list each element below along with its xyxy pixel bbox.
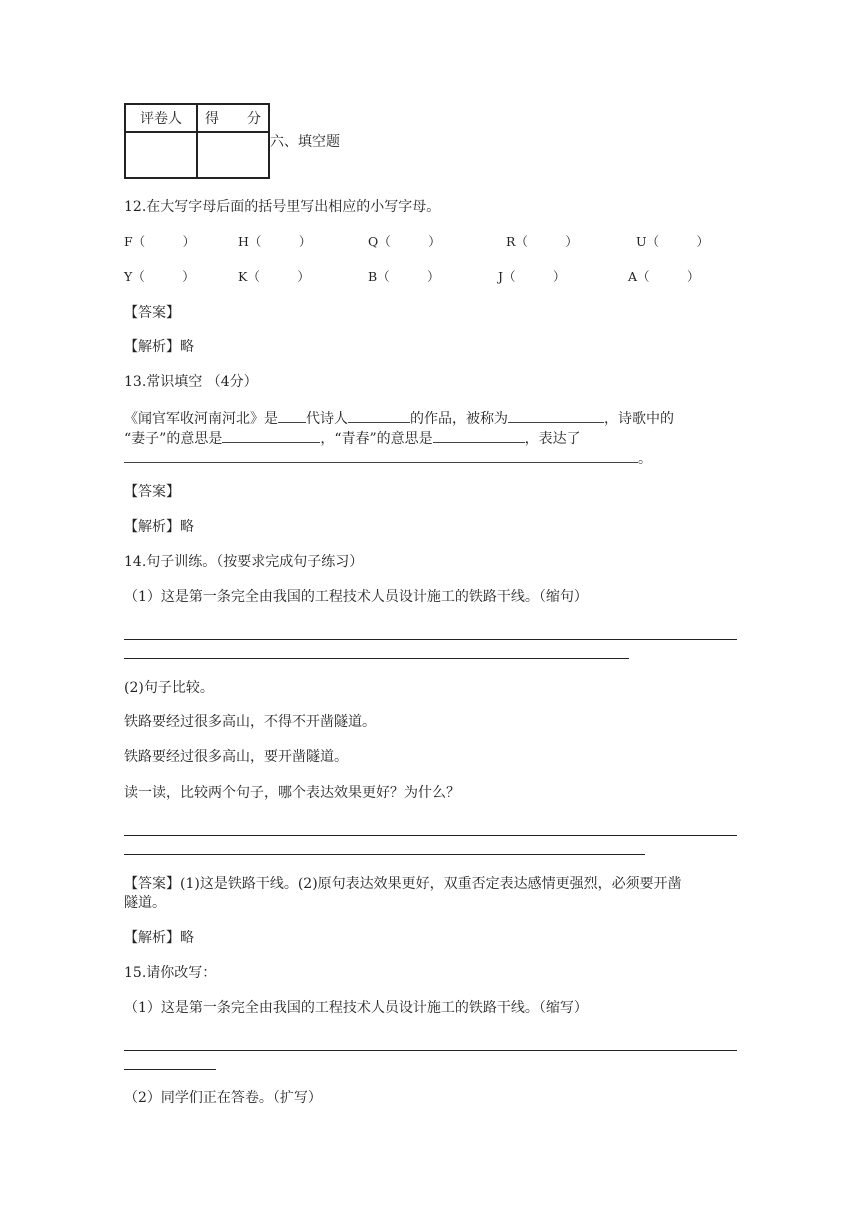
grader-cell bbox=[125, 132, 197, 178]
q12-item-a: A（ ） bbox=[628, 269, 700, 284]
q14-answer-line2: 隧道。 bbox=[124, 895, 166, 911]
answer-line[interactable] bbox=[124, 639, 737, 640]
q13-text: 。 bbox=[638, 451, 652, 467]
section-title: 六、填空题 bbox=[270, 134, 340, 150]
q15-stem: 15.请你改写： bbox=[124, 965, 217, 981]
q12-answer: 【答案】 bbox=[124, 305, 180, 321]
q12-item-y: Y（ ） bbox=[124, 269, 195, 284]
q12-item-u: U（ ） bbox=[636, 234, 710, 249]
q12-item-b: B（ ） bbox=[368, 269, 440, 284]
q14-sentence-b: 铁路要经过很多高山，要开凿隧道。 bbox=[124, 749, 348, 765]
q14-analysis: 【解析】略 bbox=[124, 930, 194, 946]
q13-text: “妻子”的意思是 bbox=[124, 431, 223, 447]
q14-sentence-a: 铁路要经过很多高山，不得不开凿隧道。 bbox=[124, 714, 376, 730]
q13-text: ，“青春”的意思是 bbox=[320, 431, 433, 447]
q14-sub1: （1）这是第一条完全由我国的工程技术人员设计施工的铁路干线。（缩句） bbox=[124, 589, 588, 605]
q13-text: 《闻官军收河南河北》是 bbox=[124, 411, 278, 427]
answer-line[interactable] bbox=[124, 1050, 737, 1051]
q12-analysis: 【解析】略 bbox=[124, 339, 194, 355]
q13-stem: 13.常识填空 （4分） bbox=[124, 374, 258, 390]
q13-text: 的作品，被称为 bbox=[410, 411, 508, 427]
q13-answer: 【答案】 bbox=[124, 484, 180, 500]
blank[interactable] bbox=[348, 408, 410, 423]
score-cell bbox=[197, 132, 269, 178]
grader-header: 评卷人 bbox=[125, 104, 197, 132]
score-table bbox=[124, 103, 270, 179]
q14-prompt: 读一读，比较两个句子，哪个表达效果更好？为什么？ bbox=[124, 785, 460, 801]
answer-line[interactable] bbox=[124, 658, 629, 659]
q14-sub2: (2)句子比较。 bbox=[124, 680, 214, 696]
answer-line[interactable] bbox=[124, 835, 737, 836]
score-header: 得 分 bbox=[197, 104, 269, 132]
blank[interactable] bbox=[124, 448, 638, 463]
q12-item-h: H（ ） bbox=[238, 234, 312, 249]
q12-item-r: R（ ） bbox=[506, 234, 578, 249]
q13-text: ，表达了 bbox=[524, 431, 581, 447]
q12-item-q: Q（ ） bbox=[368, 234, 441, 249]
q12-stem: 12.在大写字母后面的括号里写出相应的小写字母。 bbox=[124, 199, 441, 215]
q13-text: ，诗歌中的 bbox=[604, 411, 674, 427]
q14-stem: 14.句子训练。（按要求完成句子练习） bbox=[124, 554, 364, 570]
blank[interactable] bbox=[278, 408, 306, 423]
answer-line[interactable] bbox=[124, 1069, 216, 1070]
q14-answer-line1: 【答案】(1)这是铁路干线。(2)原句表达效果更好，双重否定表达感情更强烈，必须要开凿 bbox=[124, 876, 682, 892]
q12-item-f: F（ ） bbox=[124, 234, 196, 249]
q13-line3 bbox=[124, 448, 652, 468]
q12-item-k: K（ ） bbox=[238, 269, 310, 284]
q13-text: 代诗人 bbox=[306, 411, 348, 427]
answer-line[interactable] bbox=[124, 854, 645, 855]
blank[interactable] bbox=[508, 408, 604, 423]
q13-analysis: 【解析】略 bbox=[124, 519, 194, 535]
blank[interactable] bbox=[222, 428, 320, 443]
q15-sub2: （2）同学们正在答卷。（扩写） bbox=[124, 1090, 322, 1106]
q13-line1 bbox=[124, 408, 674, 428]
blank[interactable] bbox=[433, 428, 525, 443]
q13-line2 bbox=[124, 428, 581, 448]
q12-item-j: J（ ） bbox=[498, 269, 566, 284]
q15-sub1: （1）这是第一条完全由我国的工程技术人员设计施工的铁路干线。（缩写） bbox=[124, 1000, 588, 1016]
